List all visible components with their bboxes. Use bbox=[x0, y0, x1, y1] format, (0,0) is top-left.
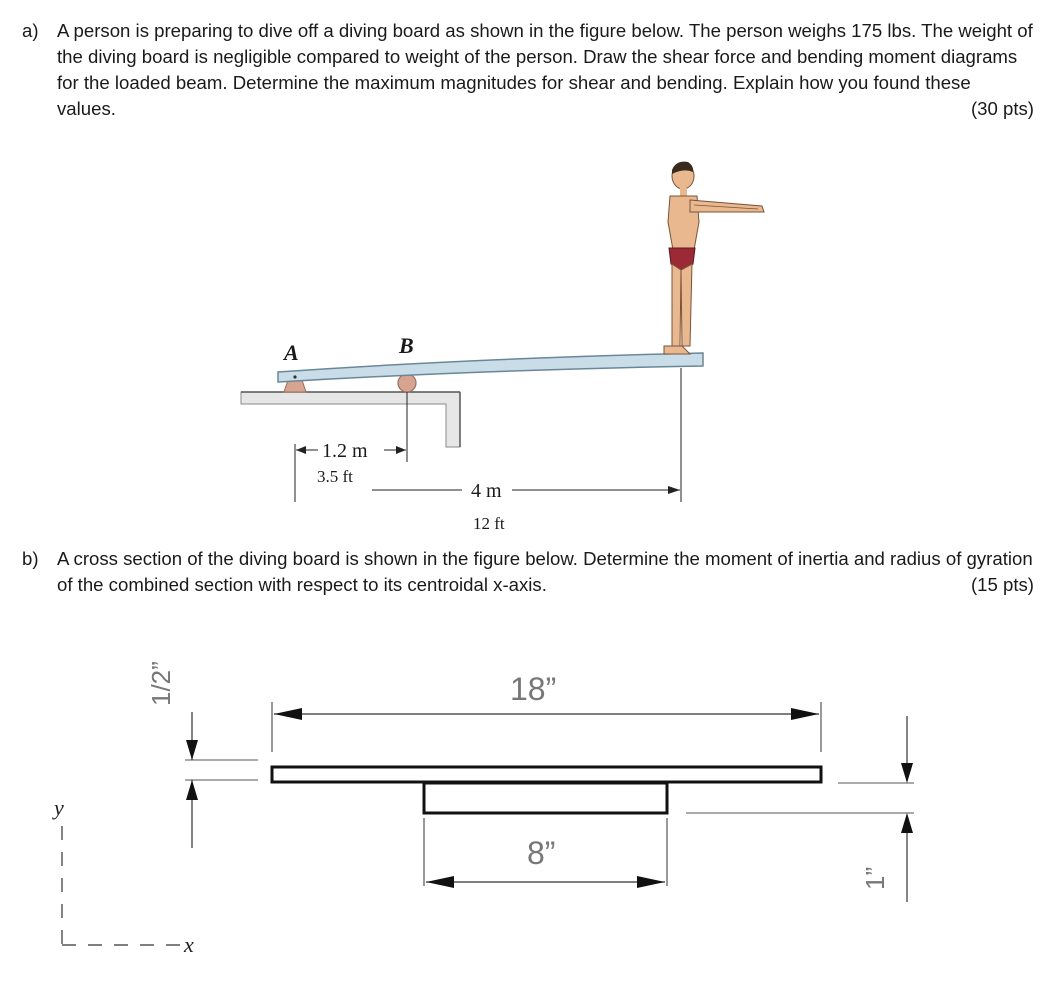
problem-a-points: (30 pts) bbox=[970, 98, 1034, 119]
dim-18-inch: 18” bbox=[510, 671, 557, 707]
roller-support-b bbox=[398, 374, 416, 392]
axis-x-label: x bbox=[184, 932, 194, 957]
label-a: A bbox=[284, 340, 299, 365]
axis-y-label: y bbox=[54, 795, 64, 820]
dim-8-inch: 8” bbox=[527, 835, 556, 871]
dim-1-inch: 1” bbox=[860, 866, 890, 890]
problem-b bbox=[22, 546, 1034, 598]
dim-1-metric: 1.2 m bbox=[322, 440, 368, 462]
diver-figure bbox=[664, 162, 764, 354]
diving-board bbox=[278, 353, 703, 382]
top-plate bbox=[272, 767, 821, 782]
ground-platform bbox=[241, 392, 460, 447]
problem-b-points: (15 pts) bbox=[970, 574, 1034, 595]
label-b: B bbox=[399, 333, 414, 358]
cross-section-figure bbox=[0, 600, 1043, 999]
problem-b-letter: b) bbox=[22, 548, 39, 569]
dim-2-metric: 4 m bbox=[471, 480, 502, 502]
problem-a-letter: a) bbox=[22, 20, 39, 41]
problem-a-text: A person is preparing to dive off a diving board as shown in the figure below. The person weighs 175 lbs. The weight of the diving board is negligible compared to weight of the person. Draw the shear force and bending moment diagrams for the loaded beam. Determine the maximum magnitudes for shear and bending. Explain how you found these values. bbox=[57, 20, 1033, 119]
dim-half-inch: 1/2” bbox=[146, 661, 176, 706]
problem-b-text: A cross section of the diving board is shown in the figure below. Determine the moment of inertia and radius of gyration of the combined section with respect to its centroidal x-axis. bbox=[57, 548, 1033, 595]
dim-1-imperial: 3.5 ft bbox=[317, 467, 353, 486]
dim-2-imperial: 12 ft bbox=[473, 514, 505, 533]
bottom-plate bbox=[424, 783, 667, 813]
